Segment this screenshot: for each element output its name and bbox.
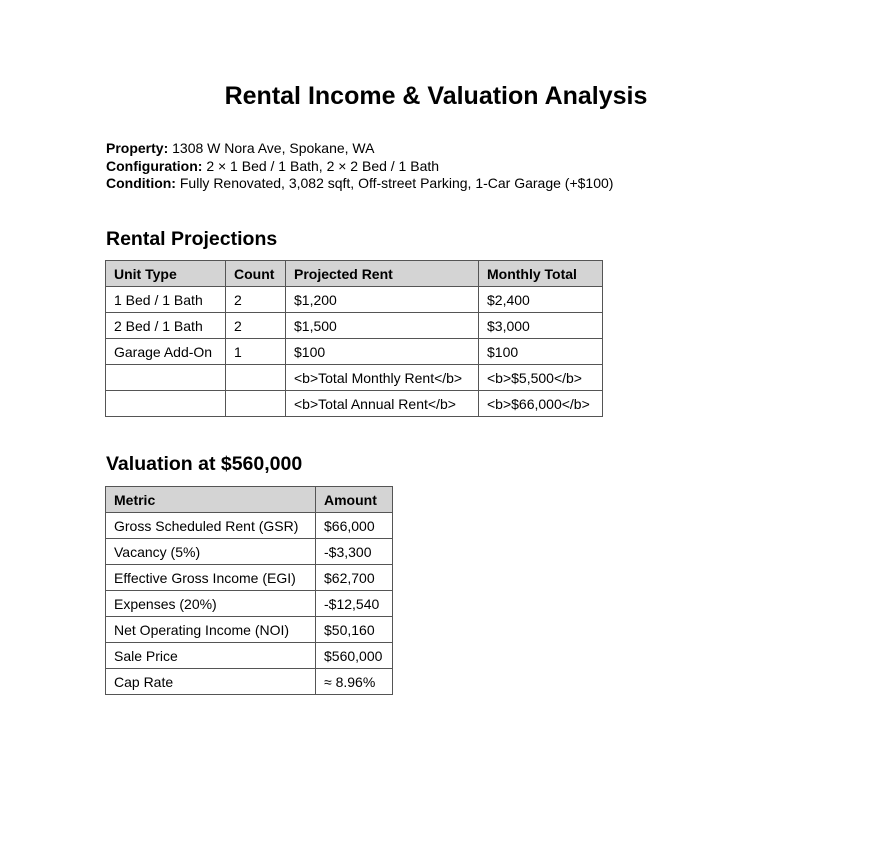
table-row: [106, 565, 393, 591]
column-header-metric: Metric: [106, 487, 316, 513]
amount-cell: $50,160: [316, 617, 393, 643]
configuration-value: 2 × 1 Bed / 1 Bath, 2 × 2 Bed / 1 Bath: [206, 157, 440, 174]
unit-type-cell: Garage Add-On: [106, 339, 226, 365]
total-annual-value: <b>$66,000</b>: [479, 391, 603, 417]
unit-type-cell: 1 Bed / 1 Bath: [106, 287, 226, 313]
column-header-projected-rent: Projected Rent: [286, 261, 479, 287]
column-header-amount: Amount: [316, 487, 393, 513]
rental-projections-heading: Rental Projections: [106, 228, 278, 250]
projected-rent-cell: $100: [286, 339, 479, 365]
table-row: [106, 669, 393, 695]
condition-label: Condition:: [106, 175, 176, 191]
configuration-label: Configuration:: [106, 157, 203, 174]
total-annual-label: <b>Total Annual Rent</b>: [286, 391, 479, 417]
total-monthly-value: <b>$5,500</b>: [479, 365, 603, 391]
unit-type-cell: [106, 391, 226, 417]
monthly-total-cell: $2,400: [479, 287, 603, 313]
projected-rent-cell: $1,500: [286, 313, 479, 339]
rental-projections-table: [105, 260, 603, 417]
table-row: [106, 287, 603, 313]
total-monthly-label: <b>Total Monthly Rent</b>: [286, 365, 479, 391]
condition-row: [106, 175, 613, 193]
projected-rent-cell: $1,200: [286, 287, 479, 313]
property-row: [106, 140, 613, 158]
metric-cell: Cap Rate: [106, 669, 316, 695]
table-row: [106, 539, 393, 565]
table-row: [106, 617, 393, 643]
count-cell: 2: [226, 287, 286, 313]
table-header-row: [106, 261, 603, 287]
amount-cell: -$3,300: [316, 539, 393, 565]
table-row: [106, 591, 393, 617]
count-cell: 2: [226, 313, 286, 339]
monthly-total-cell: $100: [479, 339, 603, 365]
amount-cell: -$12,540: [316, 591, 393, 617]
total-annual-row: [106, 391, 603, 417]
metric-cell: Effective Gross Income (EGI): [106, 565, 316, 591]
table-header-row: [106, 487, 393, 513]
amount-cell: $62,700: [316, 565, 393, 591]
count-cell: [226, 365, 286, 391]
metric-cell: Net Operating Income (NOI): [106, 617, 316, 643]
property-info: [106, 140, 613, 193]
amount-cell: $66,000: [316, 513, 393, 539]
table-row: [106, 513, 393, 539]
metric-cell: Sale Price: [106, 643, 316, 669]
total-monthly-row: [106, 365, 603, 391]
count-cell: 1: [226, 339, 286, 365]
valuation-heading: Valuation at $560,000: [106, 453, 303, 475]
configuration-row: [106, 158, 613, 176]
valuation-table: [105, 486, 393, 695]
column-header-monthly-total: Monthly Total: [479, 261, 603, 287]
unit-type-cell: [106, 365, 226, 391]
metric-cell: Vacancy (5%): [106, 539, 316, 565]
metric-cell: Expenses (20%): [106, 591, 316, 617]
count-cell: [226, 391, 286, 417]
column-header-unit-type: Unit Type: [106, 261, 226, 287]
table-row: [106, 313, 603, 339]
property-value: 1308 W Nora Ave, Spokane, WA: [172, 140, 375, 156]
metric-cell: Gross Scheduled Rent (GSR): [106, 513, 316, 539]
column-header-count: Count: [226, 261, 286, 287]
table-row: [106, 643, 393, 669]
monthly-total-cell: $3,000: [479, 313, 603, 339]
amount-cell: $560,000: [316, 643, 393, 669]
unit-type-cell: 2 Bed / 1 Bath: [106, 313, 226, 339]
property-label: Property:: [106, 140, 169, 156]
amount-cell: ≈ 8.96%: [316, 669, 393, 695]
condition-value: Fully Renovated, 3,082 sqft, Off-street Parking, 1-Car Garage (+$100): [179, 175, 614, 191]
table-row: [106, 339, 603, 365]
document-title: Rental Income & Valuation Analysis: [224, 82, 648, 110]
